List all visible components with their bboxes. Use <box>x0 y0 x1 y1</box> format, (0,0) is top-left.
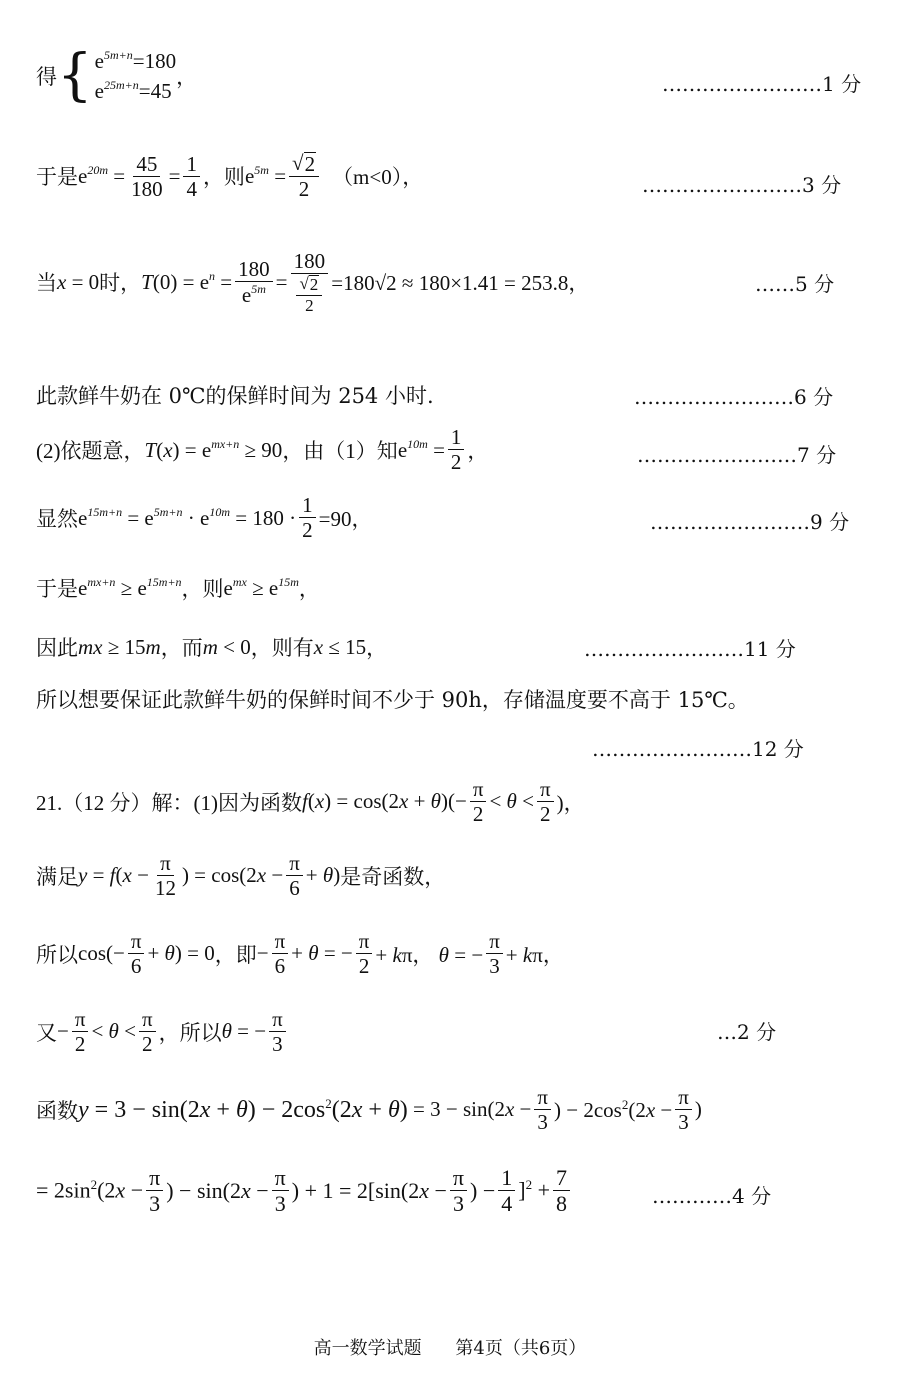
score-mark: ……………………9 分 <box>650 510 850 534</box>
score-mark: ……5 分 <box>755 272 835 296</box>
q21-line-3: 所以 cos(− $\frac{\pi}{6}$ + θ) = 0 ，即 − $\frac{\pi}{6}$ + θ = − $\frac{\pi}{2}$ + kπ， θ = − $\frac{\pi}{3}$ + kπ， <box>36 929 564 979</box>
solution-step-6: 显然 $e^{15m+n} = e^{5m+n} \cdot e^{10m} = 180$ · $\frac{1}{2}$ =90， <box>36 493 373 543</box>
exam-title: 高一数学试题 <box>313 1338 422 1359</box>
q21-line-4: 又 − $\frac{\pi}{2}$ < θ < $\frac{\pi}{2}$ ，所以 θ = − $\frac{\pi}{3}$ <box>36 1008 289 1055</box>
score-mark: …………4 分 <box>652 1184 772 1208</box>
solution-step-3: 当 x = 0 时， $T(0) = e^n$ = $\frac{180}{e^{5m}}$ = 180 √ 2 2 =180√2 ≈ 180×1.41 = 253.8， <box>36 249 590 315</box>
step-prefix: 得 <box>36 65 57 89</box>
page-footer <box>0 1334 900 1360</box>
q21-line-5: 函数 $y = 3 - \sin(2x + \theta) - 2\cos^2(2x + \theta)$ = 3 − sin(2x − $\frac{\pi}{3}$ ) − $2\cos^2(2x$ − $\frac{\pi}{3}$ ) <box>36 1085 702 1135</box>
solution-step-2: 于是 $e^{20m}$ = $\frac{45}{180}$ = $\frac{1}{4}$ ，则 $e^{5m}$ = √ 2 2 （m<0）， <box>36 151 424 202</box>
solution-step-7: 于是 $e^{mx+n} \ge e^{15m+n}$ ，则 $e^{mx} \ge e^{15m}$ ， <box>36 575 320 601</box>
solution-step-4: 此款鲜牛奶在 0℃的保鲜时间为 254 小时. <box>36 384 434 408</box>
q21-line-6: = $2\sin^2(2x$ − $\frac{\pi}{3}$ ) − sin(2x − $\frac{\pi}{3}$ ) + 1 = 2[sin(2x − $\frac{\pi}{3}$ ) − $\frac{1}{4}$ ]$^2$ + $\frac{7}{8}$ <box>36 1166 573 1215</box>
score-mark: ……………………6 分 <box>634 385 834 409</box>
solution-step-8: 因此 mx ≥ 15m ，而 m < 0 ，则有 x ≤ 15 ， <box>36 634 388 660</box>
score-mark: ……………………11 分 <box>584 637 796 661</box>
equation-system: { $e^{5m+n}=180$ $e^{25m+n}=45$ <box>57 43 177 108</box>
score-mark: ……………………1 分 <box>662 72 862 96</box>
solution-step-1: 得 { $e^{5m+n}=180$ $e^{25m+n}=45$ ， <box>36 43 198 108</box>
score-mark: ……………………3 分 <box>642 173 842 197</box>
score-mark: …2 分 <box>717 1020 777 1044</box>
score-mark: ……………………12 分 <box>592 737 804 761</box>
solution-conclusion: 所以想要保证此款鲜牛奶的保鲜时间不少于 90h，存储温度要不高于 15℃。 <box>36 688 749 712</box>
q21-line-1: 21.（12 分）解：(1)因为函数 f(x) = cos(2x + θ)(− $\frac{\pi}{2}$ < θ < $\frac{\pi}{2}$ )， <box>36 777 585 827</box>
q21-line-2: 满足 y = f(x − $\frac{\pi}{12}$ ) = cos(2x − $\frac{\pi}{6}$ + θ) 是奇函数， <box>36 851 446 901</box>
solution-step-5: (2)依题意， $T(x) = e^{mx+n} \ge 90$ ，由（1）知 $e^{10m}$ = $\frac{1}{2}$ ， <box>36 425 489 475</box>
page-number: 第4页（共6页） <box>455 1338 587 1359</box>
score-mark: ……………………7 分 <box>637 443 837 467</box>
